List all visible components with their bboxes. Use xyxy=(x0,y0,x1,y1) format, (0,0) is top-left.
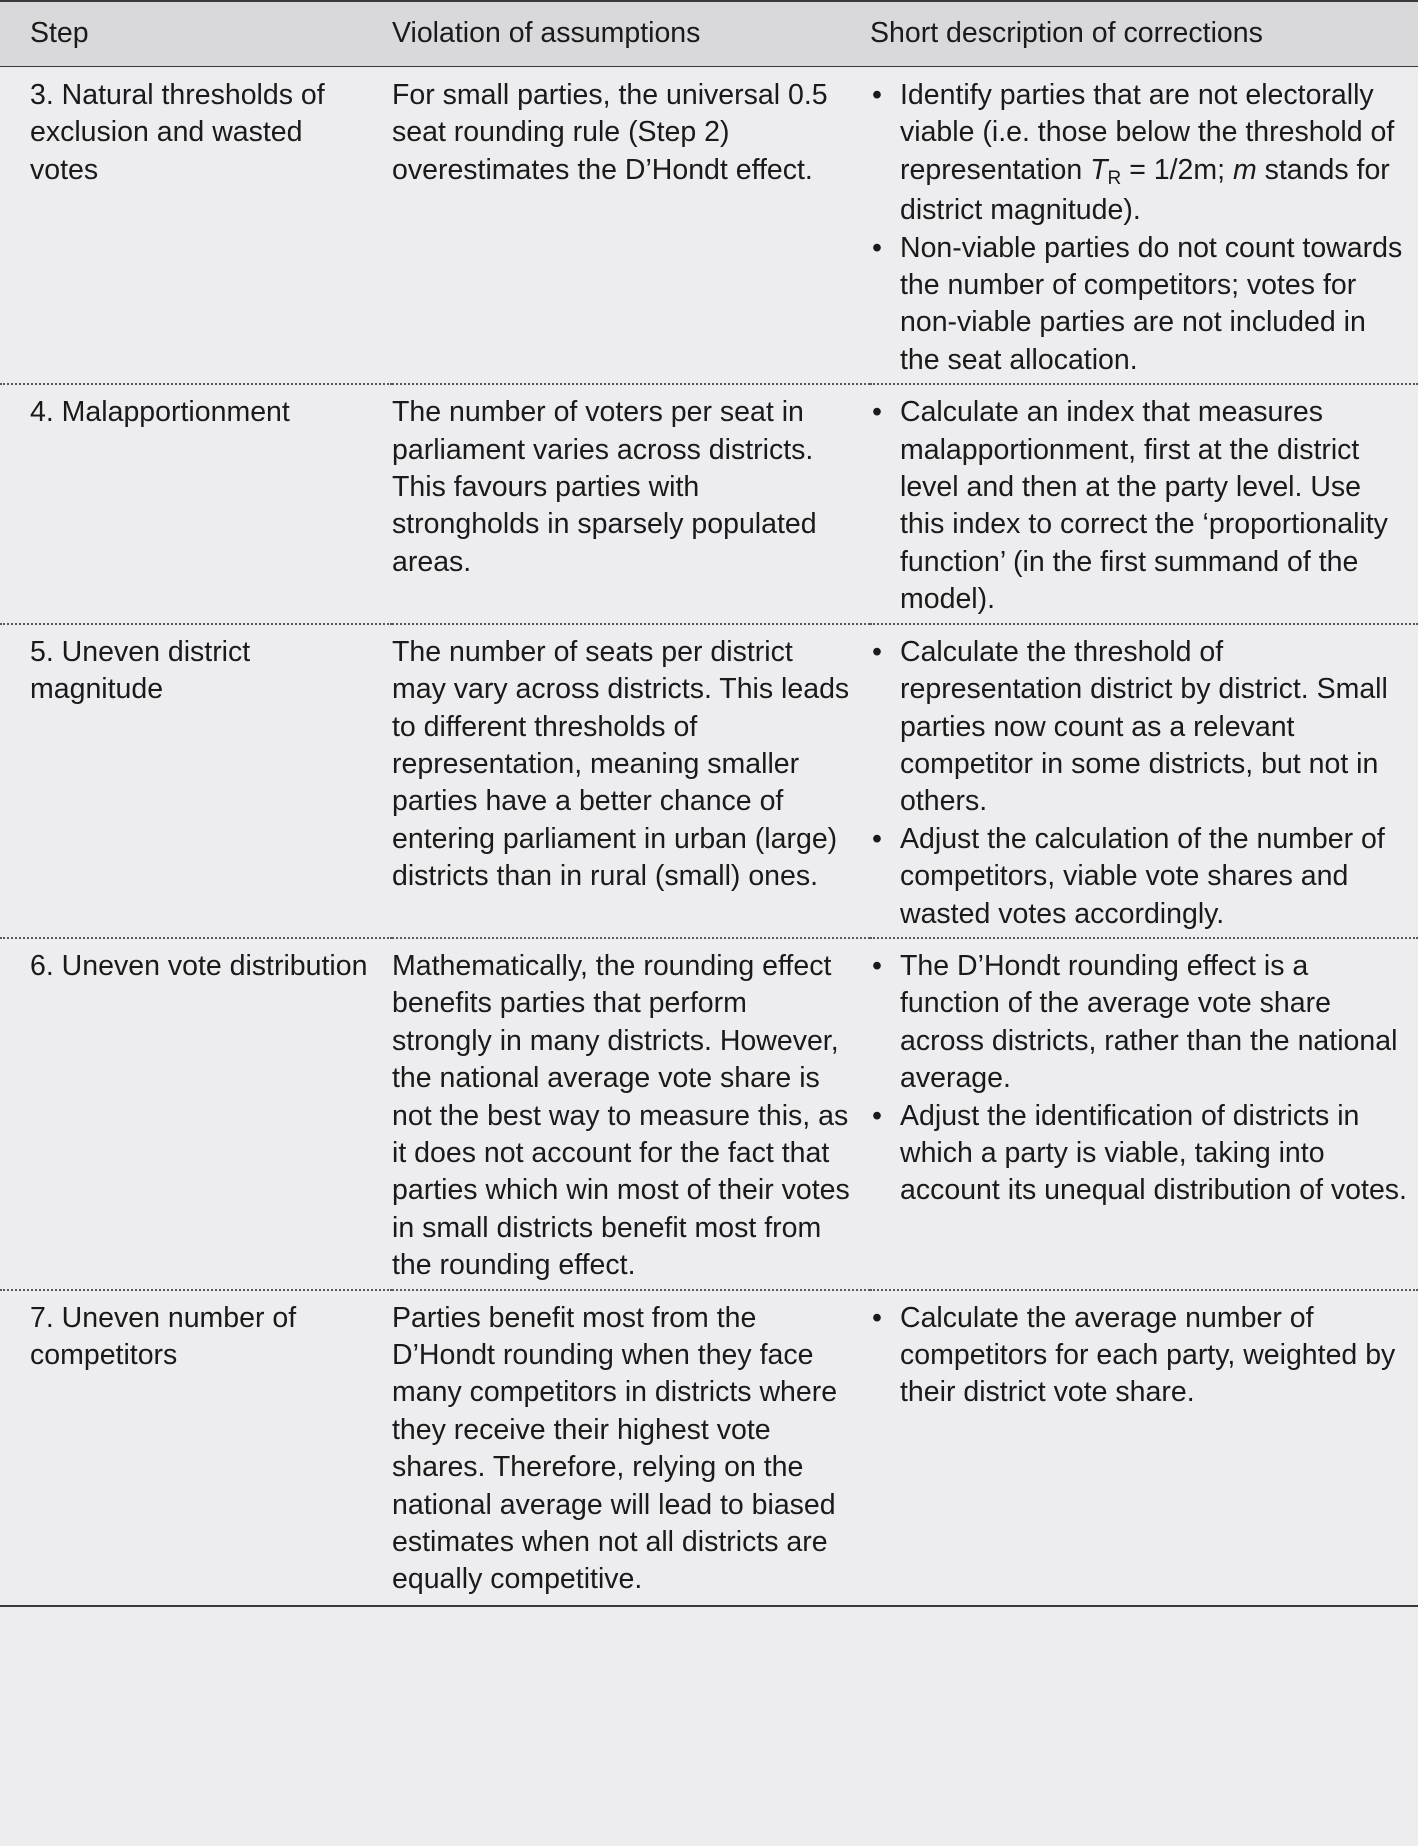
correction-text: Calculate the threshold of representation district by district. Small parties now count as a relevant competitor in some districts, but not in others. xyxy=(900,635,1388,818)
table-header xyxy=(0,1,1418,67)
correction-text: Calculate an index that measures malapportionment, first at the district level and then at the party level. Use this index to correct the ‘proportionality function’ (in the first summand of the model). xyxy=(900,396,1388,616)
step-cell: 7. Uneven number of competitors xyxy=(0,1290,392,1606)
table-row xyxy=(0,67,1418,385)
description-cell xyxy=(870,1290,1418,1606)
correction-item xyxy=(870,821,1410,933)
correction-item xyxy=(870,1300,1410,1412)
table-row xyxy=(0,938,1418,1290)
step-cell: 6. Uneven vote distribution xyxy=(0,938,392,1290)
bullet-icon: • xyxy=(872,79,882,111)
correction-list xyxy=(870,948,1410,1210)
step-cell: 4. Malapportionment xyxy=(0,384,392,623)
description-cell xyxy=(870,624,1418,938)
bullet-icon: • xyxy=(872,1099,882,1132)
correction-item xyxy=(870,77,1410,230)
bullet-icon: • xyxy=(872,1301,882,1334)
threshold-symbol: T xyxy=(1090,153,1108,186)
correction-text: Adjust the calculation of the number of competitors, viable vote shares and wasted votes accordingly. xyxy=(900,822,1385,930)
violation-cell: The number of voters per seat in parliament varies across districts. This favours parties with strongholds in sparsely populated areas. xyxy=(392,384,870,623)
column-header-description: Short description of corrections xyxy=(870,1,1418,67)
bullet-icon: • xyxy=(872,949,882,982)
description-cell xyxy=(870,67,1418,385)
description-cell xyxy=(870,384,1418,623)
magnitude-symbol: m xyxy=(1232,153,1257,186)
bullet-icon: • xyxy=(872,231,882,264)
description-cell xyxy=(870,938,1418,1290)
bullet-icon: • xyxy=(872,635,882,668)
correction-text: The D’Hondt rounding effect is a function of the average vote share across districts, rather than the national average. xyxy=(900,949,1398,1095)
correction-list xyxy=(870,394,1410,618)
bullet-icon: • xyxy=(872,396,882,429)
column-header-step: Step xyxy=(0,1,392,67)
correction-item xyxy=(870,634,1410,821)
step-cell: 3. Natural thresholds of exclusion and wasted votes xyxy=(0,67,392,385)
correction-text: Calculate the average number of competitors for each party, weighted by their district vote share. xyxy=(900,1301,1396,1409)
table-row xyxy=(0,624,1418,938)
threshold-subscript: R xyxy=(1107,167,1122,189)
threshold-formula: = 1/2m; xyxy=(1121,153,1233,186)
step-cell: 5. Uneven district magnitude xyxy=(0,624,392,938)
correction-item xyxy=(870,948,1410,1098)
column-header-violation: Violation of assumptions xyxy=(392,1,870,67)
table-row xyxy=(0,1290,1418,1606)
correction-item xyxy=(870,394,1410,618)
table-body xyxy=(0,67,1418,1606)
violation-cell: Mathematically, the rounding effect benefits parties that perform strongly in many districts. However, the national average vote share is not the best way to measure this, as it does not account for the fact that parties which win most of their votes in small districts benefit most from the rounding effect. xyxy=(392,938,870,1290)
violation-cell: Parties benefit most from the D’Hondt rounding when they face many competitors in districts where they receive their highest vote shares. Therefore, relying on the national average will lead to biased estimates when not all districts are equally competitive. xyxy=(392,1290,870,1606)
bullet-icon: • xyxy=(872,822,882,855)
correction-text: Non-viable parties do not count towards the number of competitors; votes for non-viable parties are not included in the seat allocation. xyxy=(900,231,1403,376)
header-row xyxy=(0,1,1418,67)
correction-list xyxy=(870,77,1410,379)
correction-list xyxy=(870,634,1410,933)
correction-text: Adjust the identification of districts in which a party is viable, taking into account its unequal distribution of votes. xyxy=(900,1099,1407,1207)
correction-item xyxy=(870,230,1410,380)
violation-cell: The number of seats per district may vary across districts. This leads to different thresholds of representation, meaning smaller parties have a better chance of entering parliament in urban (large) districts than in rural (small) ones. xyxy=(392,624,870,938)
correction-item xyxy=(870,1098,1410,1210)
correction-text-start: Identify parties that are not electorally viable (i.e. those below the threshold of representation xyxy=(900,79,1395,186)
correction-text-end: stands for district magnitude). xyxy=(900,153,1390,227)
correction-list xyxy=(870,1300,1410,1412)
violation-cell: For small parties, the universal 0.5 seat rounding rule (Step 2) overestimates the D’Hondt effect. xyxy=(392,67,870,385)
table-row xyxy=(0,384,1418,623)
